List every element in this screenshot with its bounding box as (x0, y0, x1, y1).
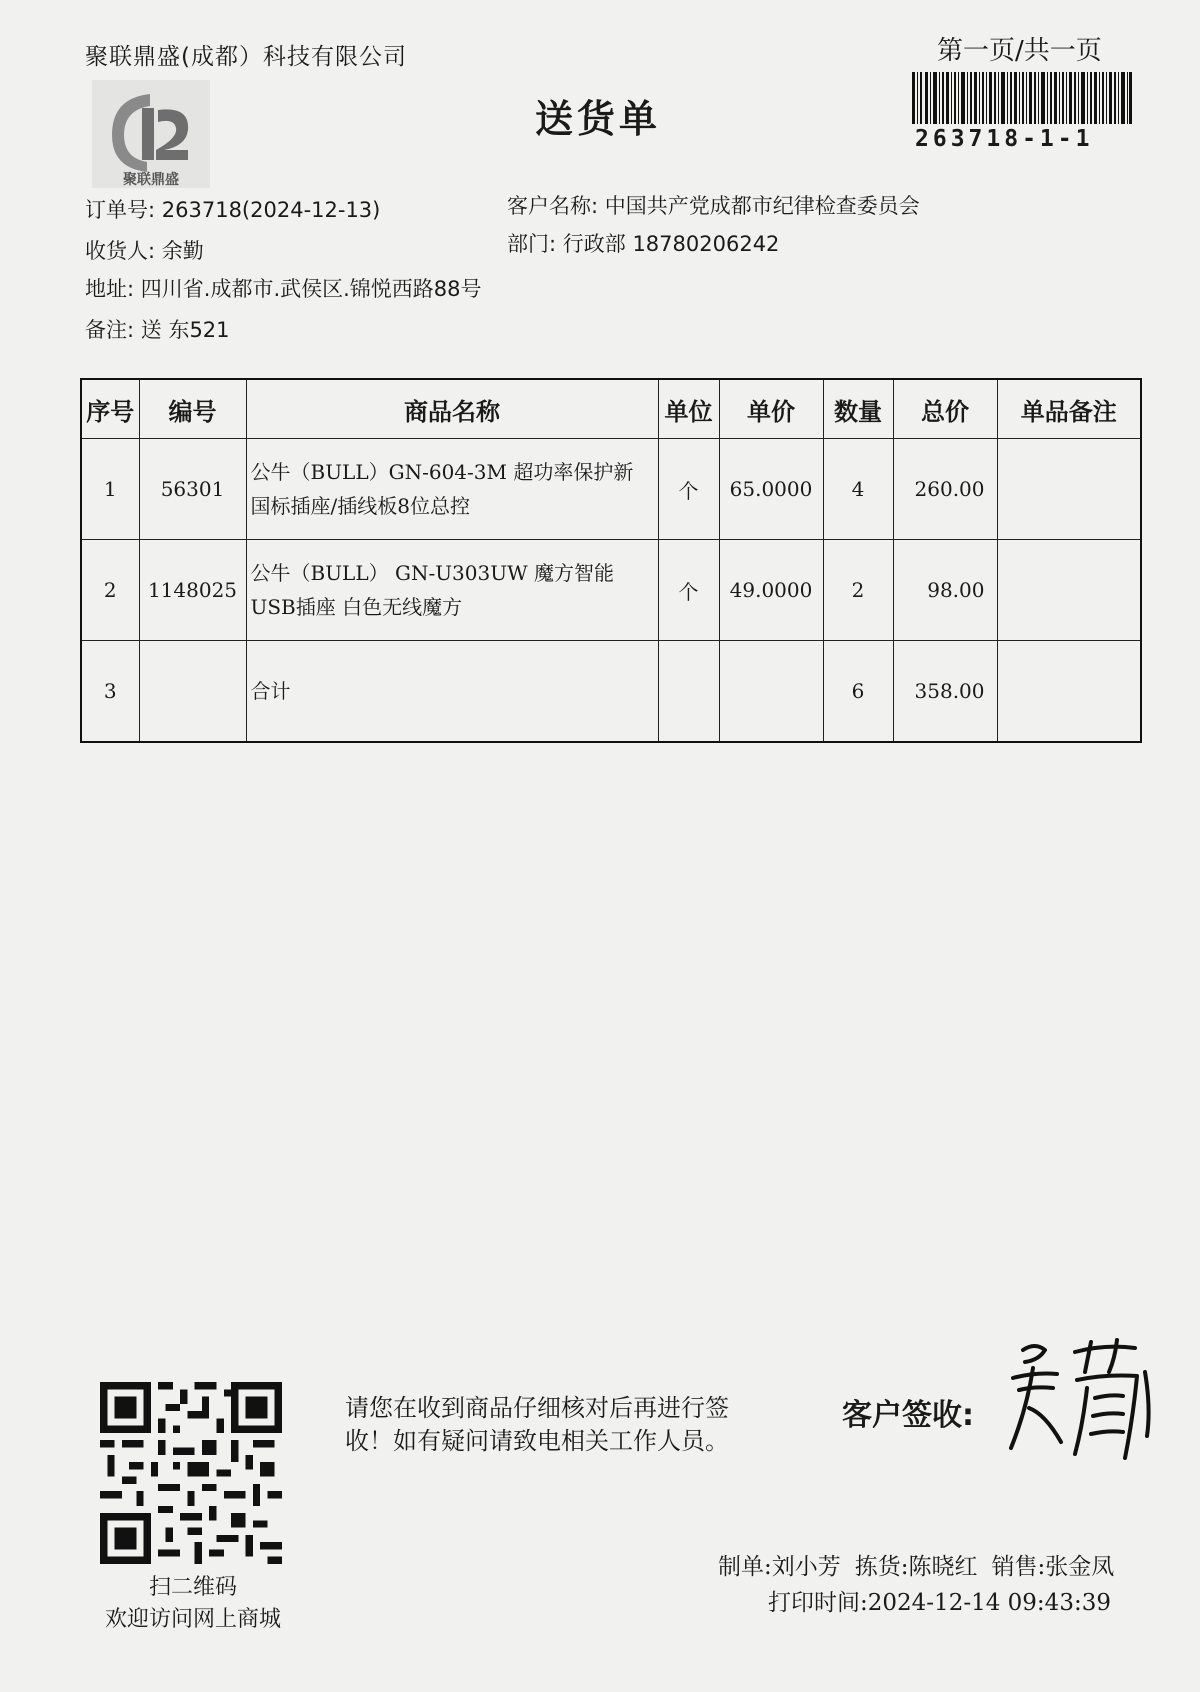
document-title: 送货单 (535, 97, 662, 141)
cell-qty: 6 (823, 641, 893, 743)
company-logo (92, 80, 210, 188)
column-header-note: 单品备注 (997, 379, 1141, 439)
qr-caption-line2: 欢迎访问网上商城 (104, 1607, 281, 1632)
qr-caption (88, 1572, 298, 1636)
cell-price: 49.0000 (719, 540, 823, 641)
cell-total: 358.00 (893, 641, 997, 743)
column-header-seq: 序号 (81, 379, 139, 439)
qr-code (100, 1382, 282, 1564)
cell-total: 260.00 (893, 439, 997, 540)
cell-seq: 2 (81, 540, 139, 641)
remark-value: 送 东521 (140, 318, 230, 342)
table-header-row (81, 379, 1141, 439)
table-row (81, 439, 1141, 540)
print-time-value: 2024-12-14 09:43:39 (867, 1590, 1111, 1616)
receipt-notice: 请您在收到商品仔细核对后再进行签收！如有疑问请致电相关工作人员。 (345, 1394, 729, 1455)
cell-price (719, 641, 823, 743)
print-time-row (768, 1584, 1111, 1617)
remark-label: 备注: (85, 318, 135, 342)
customer-sign-label: 客户签收: (842, 1398, 974, 1433)
staff-line (718, 1548, 1200, 1581)
department-label: 部门: (507, 232, 557, 256)
department-value: 行政部 18780206242 (562, 232, 780, 256)
column-header-qty: 数量 (823, 379, 893, 439)
column-header-price: 单价 (719, 379, 823, 439)
order-number-value: 263718(2024-12-13) (161, 198, 381, 222)
maker-label: 制单: (718, 1554, 772, 1580)
cell-name (246, 540, 658, 641)
cell-total: 98.00 (893, 540, 997, 641)
cell-note (997, 641, 1141, 743)
table-row-total (81, 641, 1141, 743)
cell-code: 56301 (139, 439, 246, 540)
picker-label: 拣货: (854, 1554, 909, 1580)
cell-name-line1: 合计 (250, 679, 291, 703)
barcode-number: 263718-1-1 (915, 126, 1094, 152)
cell-name (246, 641, 658, 743)
column-header-unit: 单位 (658, 379, 719, 439)
page-info: 第一页/共一页 (937, 36, 1102, 66)
customer-row (507, 190, 920, 220)
order-number-label: 订单号: (85, 198, 156, 222)
customer-value: 中国共产党成都市纪律检查委员会 (604, 194, 920, 218)
cell-qty: 4 (823, 439, 893, 540)
table-row (81, 540, 1141, 641)
cell-note (997, 540, 1141, 641)
cell-seq: 3 (81, 641, 139, 743)
company-name: 聚联鼎盛(成都）科技有限公司 (85, 44, 407, 70)
receiver-row (85, 235, 204, 265)
cell-code: 1148025 (139, 540, 246, 641)
cell-name-line2: 国标插座/插线板8位总控 (250, 494, 470, 518)
qr-caption-line1: 扫二维码 (148, 1575, 237, 1600)
barcode (912, 72, 1132, 124)
print-time-label: 打印时间: (768, 1590, 868, 1616)
sales-label: 销售: (991, 1554, 1046, 1580)
logo-text: 聚联鼎盛 (123, 172, 179, 188)
column-header-code: 编号 (139, 379, 246, 439)
cell-unit: 个 (658, 540, 719, 641)
picker-value: 陈晓红 (908, 1554, 978, 1580)
maker-value: 刘小芳 (771, 1554, 841, 1580)
address-value: 四川省.成都市.武侯区.锦悦西路88号 (140, 277, 482, 301)
order-number-row (85, 194, 380, 224)
cell-name (246, 439, 658, 540)
cell-note (997, 439, 1141, 540)
customer-label: 客户名称: (507, 194, 599, 218)
handwritten-signature (1005, 1338, 1155, 1463)
department-row (507, 228, 779, 258)
address-row (85, 273, 482, 303)
cell-price: 65.0000 (719, 439, 823, 540)
sales-value: 张金凤 (1045, 1554, 1115, 1580)
address-label: 地址: (85, 277, 135, 301)
cell-name-line1: 公牛（BULL） GN-U303UW 魔方智能 (250, 561, 615, 585)
column-header-total: 总价 (893, 379, 997, 439)
cell-seq: 1 (81, 439, 139, 540)
receiver-value: 余勤 (161, 239, 204, 263)
cell-code (139, 641, 246, 743)
cell-unit: 个 (658, 439, 719, 540)
column-header-name: 商品名称 (246, 379, 658, 439)
items-table (80, 378, 1142, 743)
cell-unit (658, 641, 719, 743)
cell-name-line2: USB插座 白色无线魔方 (250, 595, 463, 619)
cell-name-line1: 公牛（BULL）GN-604-3M 超功率保护新 (250, 460, 634, 484)
cell-qty: 2 (823, 540, 893, 641)
receiver-label: 收货人: (85, 239, 156, 263)
remark-row (85, 314, 230, 344)
